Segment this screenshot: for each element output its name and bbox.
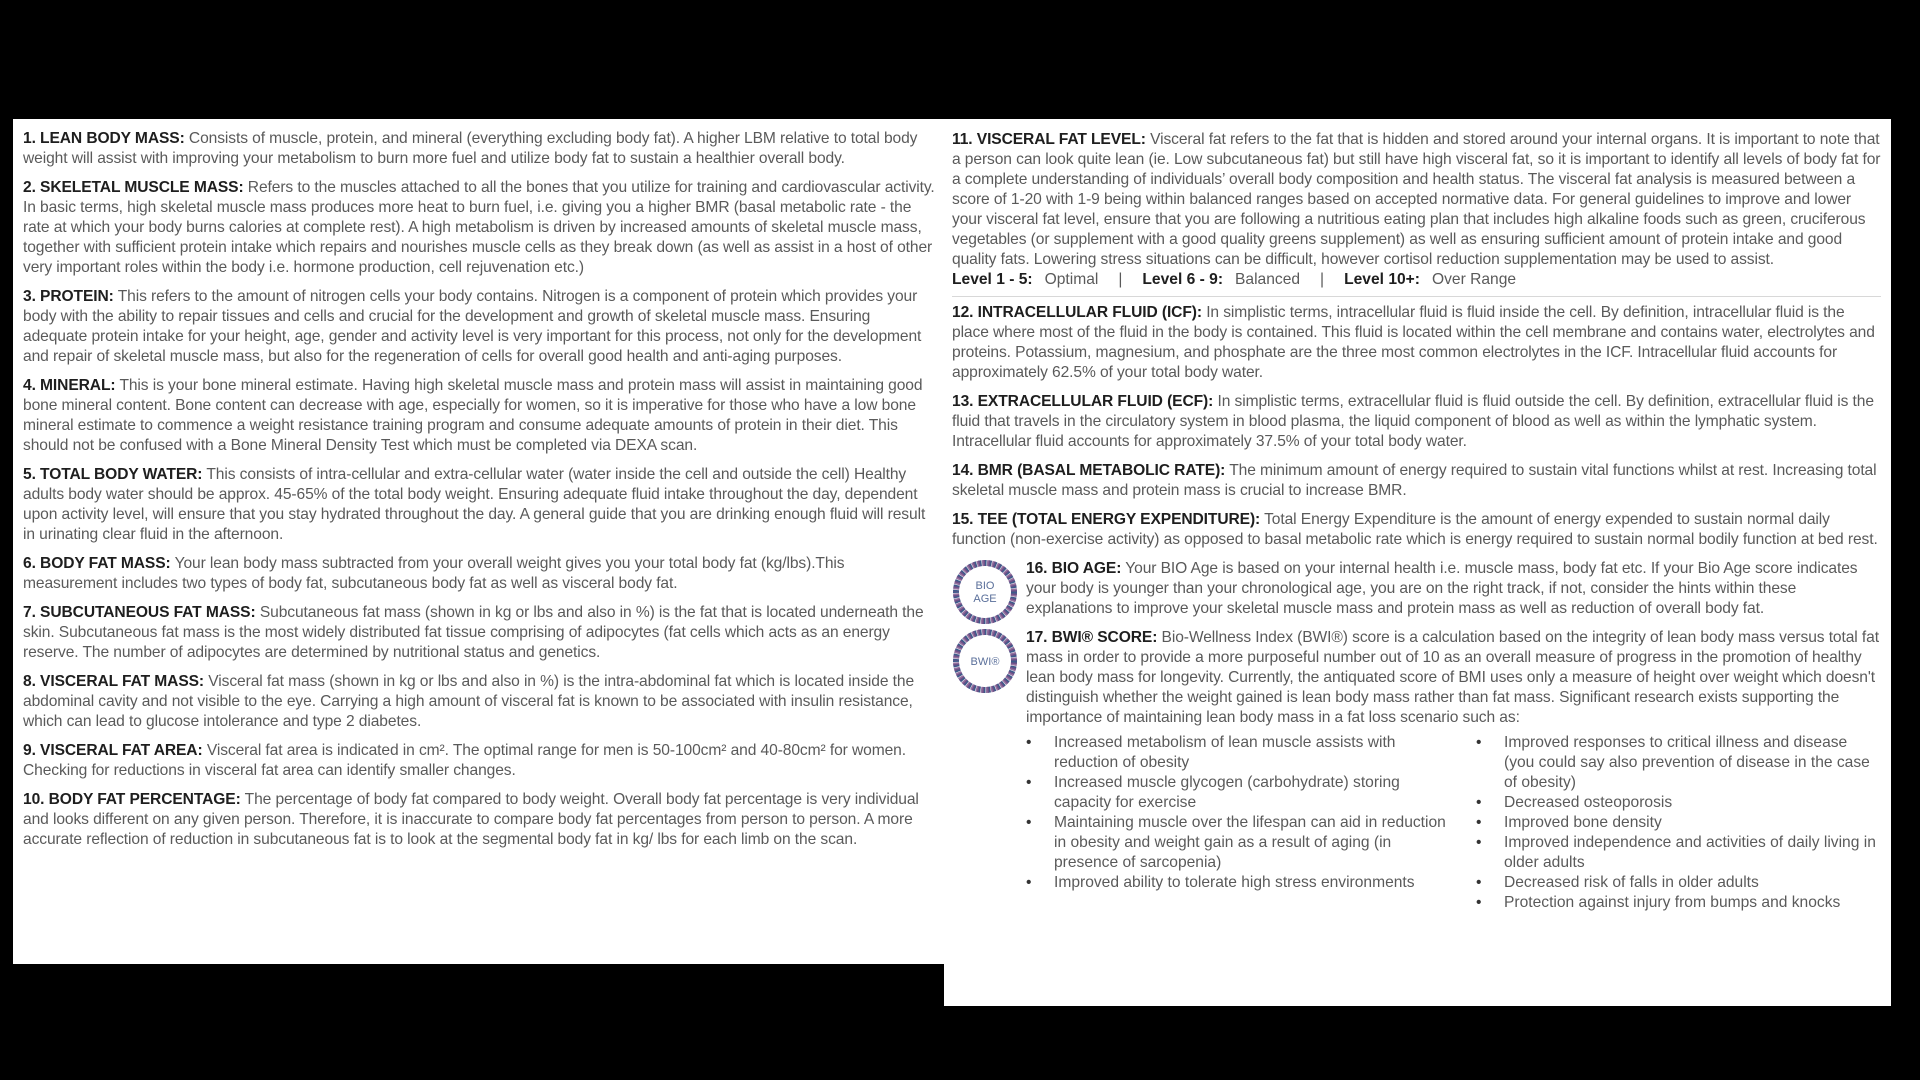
definition-title: INTRACELLULAR FLUID (ICF):: [977, 304, 1202, 321]
definition-number: 8.: [23, 673, 36, 690]
benefits-list-left: [1026, 733, 1446, 913]
level-label: Level 10+:: [1344, 271, 1420, 288]
bwi-icon: [952, 628, 1018, 694]
definition-text: This refers to the amount of nitrogen cells your body contains. Nitrogen is a component of protein which provides your body with the ability to repair tissues and cells and crucial for the development and growth of skeletal muscle mass. Ensuring adequate protein intake for your height, age, gender and activity level is very important for this process, not only for the development and repair of skeletal muscle mass, but also for the regeneration of cells for overall good health and anti-aging purposes.: [23, 288, 922, 365]
definition-title: LEAN BODY MASS:: [40, 130, 185, 147]
definition-title: SUBCUTANEOUS FAT MASS:: [40, 604, 256, 621]
list-item: • Decreased osteoporosis: [1476, 793, 1881, 813]
definition-text: Visceral fat refers to the fat that is hidden and stored around your internal organs. It is important to note that a person can look quite lean (ie. Low subcutaneous fat) but still have high visceral fat, so it is important to identify all levels of body fat for a complete understanding of individuals’ overall body composition and health status. The visceral fat analysis is measured between a score of 1-20 with 1-9 being within balanced ranges based on accepted normative data. For general guidelines to improve and lower your visceral fat level, ensure that you are following a nutritious eating plan that includes high alkaline foods such as green, cruciferous vegetables (or supplement with a good quality greens supplement) as well as ensuring sufficient amount of protein intake and good quality fats. Lowering stress situations can be difficult, however cortisol reduction supplementation may be used to assist.: [952, 131, 1881, 268]
bwi-score-row: [952, 628, 1881, 737]
definition-text: This is your bone mineral estimate. Having high skeletal muscle mass and protein mass will assist in maintaining good bone mineral content. Bone content can decrease with age, especially for women, so it is imperative for those who have a low bone mineral estimate to commence a weight resistance training program and consume adequate amounts of protein in their diet. This should not be confused with a Bone Mineral Density Test which must be completed via DEXA scan.: [23, 377, 923, 454]
level-value: Balanced: [1235, 271, 1301, 288]
definition-6: [23, 554, 938, 594]
definition-16: [1026, 559, 1881, 619]
definition-12: [952, 303, 1881, 383]
definition-number: 17.: [1026, 629, 1048, 646]
definition-text: In simplistic terms, intracellular fluid is fluid inside the cell. By definition, intracellular fluid is the place where most of the fluid in the body is contained. This fluid is located within the cell membrane and contains water, electrolytes and proteins. Potassium, magnesium, and phosphate are the three most common electrolytes in the ICF. Intracellular fluid accounts for approximately 62.5% of your total body water.: [952, 304, 1875, 381]
list-item: • Decreased risk of falls in older adults: [1476, 873, 1881, 893]
level-label: Level 1 - 5:: [952, 271, 1033, 288]
definition-text: Consists of muscle, protein, and mineral (everything excluding body fat). A higher LBM relative to total body weight will assist with improving your metabolism to burn more fuel and utilize body fat to sustain a healthier overall body.: [23, 130, 918, 167]
definition-number: 9.: [23, 742, 36, 759]
definition-text: Refers to the muscles attached to all the bones that you utilize for training and cardiovascular activity. In basic terms, high skeletal muscle mass produces more heat to burn fuel, i.e. giving you a higher BMR (basal metabolic rate - the rate at which your body burns calories at complete rest). A high metabolism is driven by increased amounts of skeletal muscle mass, together with sufficient protein intake which repairs and nourishes muscle cells as they break down (as well as assist in a host of other very important roles within the body i.e. hormone production, cell rejuvenation etc.): [23, 179, 935, 276]
definition-text: Total Energy Expenditure is the amount of energy expended to sustain normal daily function (non-exercise activity) as opposed to basal metabolic rate which is energy required to sustain normal bodily function at bed rest.: [952, 511, 1878, 548]
definition-text: Visceral fat mass (shown in kg or lbs and also in %) is the intra-abdominal fat which is located inside the abdominal cavity and not visible to the eye. Carrying a high amount of visceral fat is known to be associated with insulin resistance, which can lead to glucose intolerance and type 2 diabetes.: [23, 673, 915, 730]
definition-text: The percentage of body fat compared to body weight. Overall body fat percentage is very individual and looks different on any given person. Therefore, it is inaccurate to compare body fat percentages from person to person. A more accurate reflection of reduction in subcutaneous fat is to look at the segmental body fat in kg/ lbs for each limb on the scan.: [23, 791, 919, 848]
definition-11: [952, 130, 1881, 270]
definition-title: BWI® SCORE:: [1051, 629, 1158, 646]
visceral-level-scale: [952, 270, 1881, 290]
list-item: • Improved ability to tolerate high stress environments: [1026, 873, 1446, 893]
definition-text: Bio-Wellness Index (BWI®) score is a calculation based on the integrity of lean body mass versus total fat mass in order to provide a more purposeful number out of 10 as an overall measure of progress in the promotion of healthy lean body mass for longevity. Currently, the antiquated score of BMI uses only a measure of height over weight which doesn't distinguish whether the weight gained is lean body mass rather than fat mass. Significant research exists supporting the importance of maintaining lean body mass in a fat loss scenario such as:: [1026, 629, 1879, 726]
definition-2: [23, 178, 938, 278]
level-value: Over Range: [1431, 271, 1517, 288]
list-item: • Increased muscle glycogen (carbohydrate) storing capacity for exercise: [1026, 773, 1446, 813]
benefits-list-right: [1476, 733, 1881, 913]
level-value: Optimal: [1044, 271, 1099, 288]
right-panel: [944, 119, 1891, 1006]
definition-number: 16.: [1026, 560, 1048, 577]
left-panel: [13, 119, 946, 964]
definition-title: VISCERAL FAT MASS:: [40, 673, 205, 690]
definition-14: [952, 461, 1881, 501]
definition-13: [952, 392, 1881, 452]
definition-title: TEE (TOTAL ENERGY EXPENDITURE):: [977, 511, 1261, 528]
definition-4: [23, 376, 938, 456]
list-item: • Increased metabolism of lean muscle assists with reduction of obesity: [1026, 733, 1446, 773]
definition-number: 3.: [23, 288, 36, 305]
definition-title: BODY FAT MASS:: [40, 555, 171, 572]
definition-title: BODY FAT PERCENTAGE:: [48, 791, 241, 808]
bio-age-badge-line1: BIO: [975, 580, 995, 592]
definition-number: 11.: [952, 131, 973, 148]
list-item: • Improved independence and activities of daily living in older adults: [1476, 833, 1881, 873]
definition-7: [23, 603, 938, 663]
definition-text: Visceral fat area is indicated in cm². The optimal range for men is 50-100cm² and 40-80cm² for women. Checking for reductions in visceral fat area can identify smaller changes.: [23, 742, 906, 779]
definition-title: EXTRACELLULAR FLUID (ECF):: [977, 393, 1214, 410]
list-item: • Improved responses to critical illness and disease (you could say also prevention of disease in the case of obesity): [1476, 733, 1881, 793]
definition-text: Your BIO Age is based on your internal health i.e. muscle mass, body fat etc. If your Bio Age score indicates your body is younger than your chronological age, you are on the right track, if not, consider the hints within these explanations to improve your skeletal muscle mass and protein mass as well as reduction of overall body fat.: [1026, 560, 1858, 617]
definition-number: 4.: [23, 377, 36, 394]
definition-text: The minimum amount of energy required to sustain vital functions whilst at rest. Increasing total skeletal muscle mass and protein mass is crucial to increase BMR.: [952, 462, 1877, 499]
lean-mass-benefits: [1026, 733, 1881, 913]
definition-text: Subcutaneous fat mass (shown in kg or lbs and also in %) is the fat that is located underneath the skin. Subcutaneous fat mass is the most widely distributed fat tissue comprising of adipocytes (fat cells which acts as an energy reserve. The number of adipocytes are determined by nutritional status and genetics.: [23, 604, 924, 661]
definition-number: 5.: [23, 466, 36, 483]
definition-10: [23, 790, 938, 850]
definition-number: 12.: [952, 304, 974, 321]
definition-text: Your lean body mass subtracted from your overall weight gives you your total body fat (kg/lbs).This measurement includes two types of body fat, subcutaneous body fat as well as visceral body fat.: [23, 555, 845, 592]
definition-number: 6.: [23, 555, 36, 572]
list-item: • Protection against injury from bumps and knocks: [1476, 893, 1881, 913]
bio-age-badge-line2: AGE: [973, 593, 997, 605]
definition-number: 10.: [23, 791, 45, 808]
definition-number: 13.: [952, 393, 974, 410]
definition-title: BIO AGE:: [1051, 560, 1122, 577]
level-separator: |: [1320, 271, 1325, 288]
definition-8: [23, 672, 938, 732]
definition-1: [23, 129, 938, 169]
definition-17: [1026, 628, 1881, 728]
definition-title: SKELETAL MUSCLE MASS:: [40, 179, 244, 196]
bio-age-icon: [952, 559, 1018, 625]
definition-number: 7.: [23, 604, 36, 621]
definition-text: In simplistic terms, extracellular fluid is fluid outside the cell. By definition, extracellular fluid is the fluid that travels in the circulatory system in blood plasma, the liquid component of blood as well as within the lymphatic system. Intracellular fluid accounts for approximately 37.5% of your total body water.: [952, 393, 1874, 450]
definition-3: [23, 287, 938, 367]
definition-title: TOTAL BODY WATER:: [40, 466, 203, 483]
list-item: • Maintaining muscle over the lifespan can aid in reduction in obesity and weight gain as a result of aging (in presence of sarcopenia): [1026, 813, 1446, 873]
level-label: Level 6 - 9:: [1142, 271, 1224, 288]
definition-number: 2.: [23, 179, 36, 196]
bwi-badge-label: BWI®: [970, 656, 1000, 668]
level-separator: |: [1118, 271, 1123, 288]
definition-number: 1.: [23, 130, 36, 147]
bio-age-row: [952, 559, 1881, 628]
definition-title: VISCERAL FAT LEVEL:: [976, 131, 1146, 148]
definition-title: PROTEIN:: [40, 288, 114, 305]
definition-15: [952, 510, 1881, 550]
definition-9: [23, 741, 938, 781]
definition-title: MINERAL:: [40, 377, 116, 394]
divider: [952, 296, 1881, 297]
definition-number: 15.: [952, 511, 974, 528]
definition-5: [23, 465, 938, 545]
list-item: • Improved bone density: [1476, 813, 1881, 833]
definition-title: VISCERAL FAT AREA:: [40, 742, 203, 759]
definition-text: This consists of intra-cellular and extra-cellular water (water inside the cell and outside the cell) Healthy adults body water should be approx. 45-65% of the total body weight. Ensuring adequate fluid intake throughout the day, dependent upon activity level, will ensure that you stay hydrated throughout the day. A general guide that you are drinking enough fluid will result in urinating clear fluid in the afternoon.: [23, 466, 926, 543]
definition-number: 14.: [952, 462, 974, 479]
definition-title: BMR (BASAL METABOLIC RATE):: [977, 462, 1226, 479]
